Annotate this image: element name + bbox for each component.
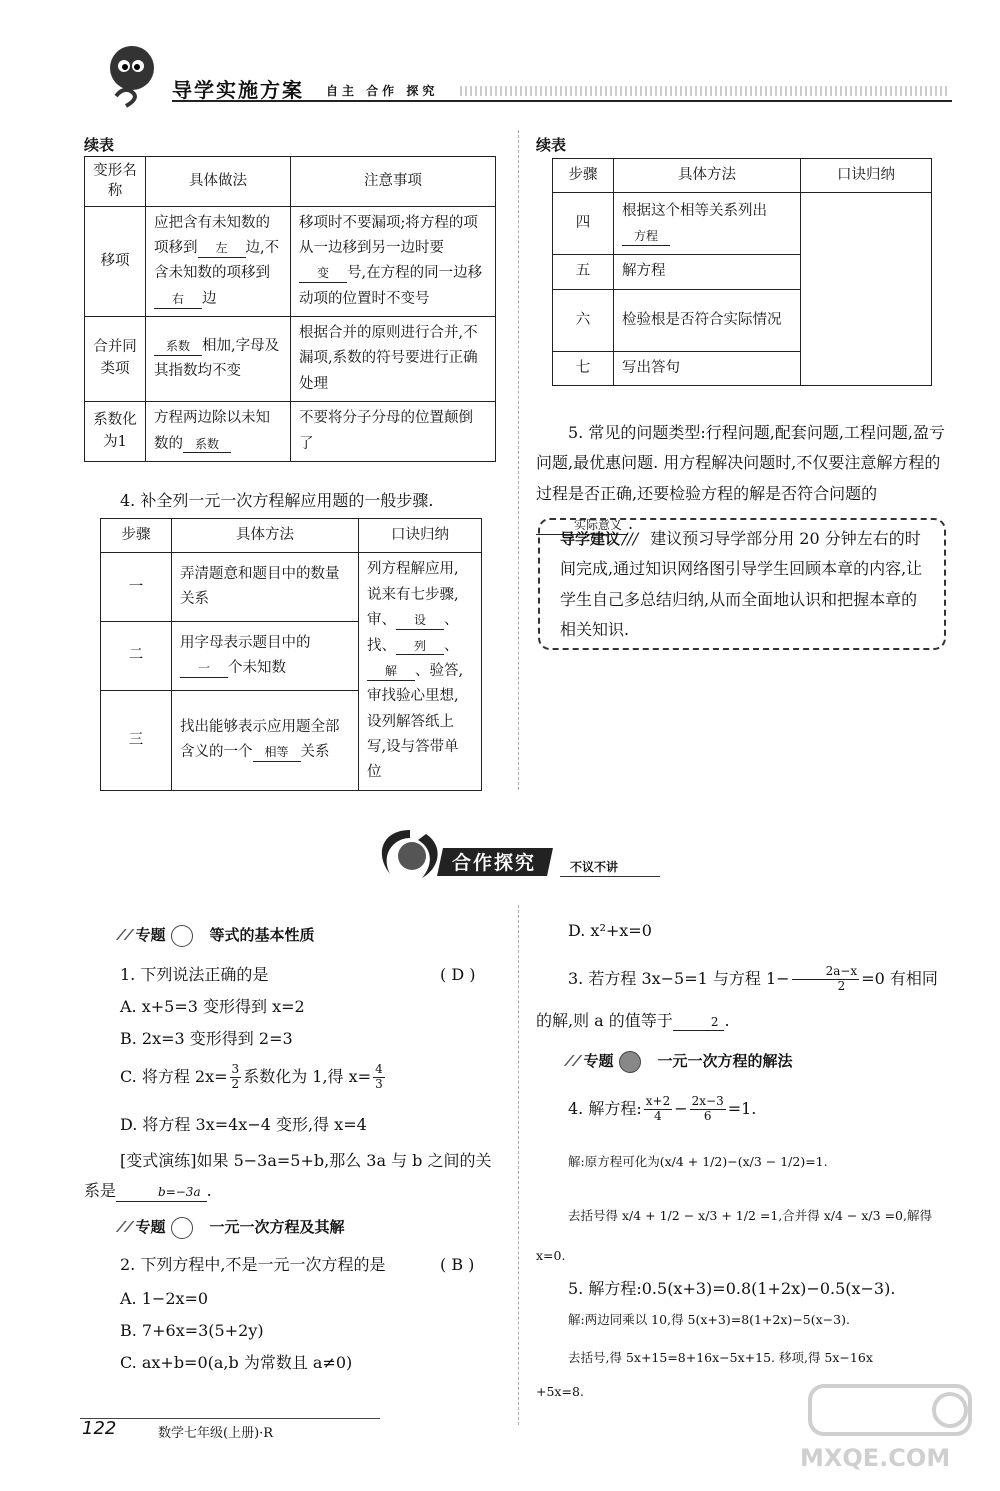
watermark-logo (800, 1380, 980, 1480)
steps-table-right (552, 158, 932, 386)
col-header: 步骤 (101, 519, 172, 553)
header-rule (172, 100, 952, 102)
row-method: 方程两边除以未知数的 系数 (146, 402, 291, 462)
problem-1-answer: ( D ) (440, 965, 476, 984)
topic-heading-1: ⁄ ⁄ 专题 等式的基本性质 (120, 924, 315, 947)
study-tip-text: 导学建议 /// 建议预习导学部分用 20 分钟左右的时间完成,通过知识网络图引导学生回顾本章的内容,让学生自己多总结归纳,从而全面地认识和把握本章的相关知识. (560, 529, 923, 640)
answer-blank: 右 (154, 291, 202, 309)
book-title: 数学七年级(上册)·R (158, 1426, 274, 1441)
left-table-caption: 续表 (84, 136, 115, 154)
problem-2: 2. 下列方程中,不是一元一次方程的是 (120, 1255, 386, 1274)
solution-5-line-1: 解:两边同乘以 10,得 5(x+3)=8(1+2x)−5(x−3). (568, 1312, 850, 1327)
table-row (85, 317, 496, 402)
col-header: 口诀归纳 (359, 519, 482, 553)
step-method: 解方程 (614, 255, 801, 289)
problem-3: 3. 若方程 3x−5=1 与方程 1− $\frac{2a-x}{2}$ =0 有相同的解,则 a 的值等于 2 . (536, 964, 938, 1030)
problem-4: 4. 解方程: $\frac{x+2}{4}$ − $\frac{2x-3}{6}$ =1. (568, 1094, 757, 1123)
mascot-logo (96, 40, 166, 110)
answer-blank: b=−3a (116, 1184, 207, 1202)
col-header: 注意事项 (291, 157, 496, 207)
watermark-text: MXQE.COM (800, 1444, 951, 1472)
answer-blank: 实际意义 (536, 517, 628, 535)
answer-blank: 系数 (183, 436, 231, 454)
row-name: 合并同类项 (85, 317, 146, 402)
topic-circle-icon (171, 1217, 193, 1239)
header-subtitle: 自主 合作 探究 (326, 84, 439, 98)
right-table-caption: 续表 (536, 136, 567, 154)
mnemonic-cell (801, 193, 932, 386)
step-method: 弄清题意和题目中的数量关系 (172, 553, 359, 622)
answer-blank: 列 (396, 638, 444, 656)
problem-2-option-a: A. 1−2x=0 (120, 1289, 209, 1308)
topic-heading-3: ⁄ ⁄ 专题 一元一次方程的解法 (568, 1050, 793, 1073)
answer-blank: 一 (180, 660, 228, 678)
row-method: 应把含有未知数的项移到 左 边,不含未知数的项移到右 边 (146, 206, 291, 317)
question-4-text: 4. 补全列一元一次方程解应用题的一般步骤. (120, 491, 434, 510)
problem-1-option-d: D. 将方程 3x=4x−4 变形,得 x=4 (120, 1115, 367, 1134)
variant-exercise: [变式演练]如果 5−3a=5+b,那么 3a 与 b 之间的关系是 b=−3a . (84, 1151, 492, 1201)
problem-2-option-b: B. 7+6x=3(5+2y) (120, 1321, 264, 1340)
answer-blank: 设 (396, 612, 444, 630)
step-method: 找出能够表示应用题全部含义的一个 相等 关系 (172, 690, 359, 790)
step-number: 二 (101, 622, 172, 691)
problem-1-option-b: B. 2x=3 变形得到 2=3 (120, 1029, 293, 1048)
table-row (553, 193, 932, 255)
problem-2-answer: ( B ) (440, 1255, 475, 1274)
question-5: 5. 常见的问题类型:行程问题,配套问题,工程问题,盈亏问题,最优惠问题. 用方程解决问题时,不仅要注意解方程的过程是否正确,还要检验方程的解是否符合问题的实际意义 . (536, 423, 946, 534)
answer-blank: 左 (198, 240, 246, 258)
section-title: 合作探究 (452, 852, 537, 874)
problem-2-option-c: C. ax+b=0(a,b 为常数且 a≠0) (120, 1353, 353, 1372)
step-number: 一 (101, 553, 172, 622)
step-number: 四 (553, 193, 614, 255)
step-number: 六 (553, 289, 614, 351)
table-row (85, 206, 496, 317)
step-method: 检验根是否符合实际情况 (614, 289, 801, 351)
row-note: 移项时不要漏项;将方程的项从一边移到另一边时要变 号,在方程的同一边移动项的位置时不变号 (291, 206, 496, 317)
section-subtitle: 不议不讲 (570, 860, 619, 874)
col-header: 具体方法 (172, 519, 359, 553)
mnemonic-cell: 列方程解应用,说来有七步骤,审、 设 、找、 列 、解 、验答,审找验心里想,设列解答纸上写,设与答带单位 (359, 553, 482, 790)
page-number: 122 (82, 1418, 117, 1439)
answer-blank: 变 (299, 265, 347, 283)
table-row (85, 402, 496, 462)
row-name: 系数化为1 (85, 402, 146, 462)
problem-2-option-d: D. x²+x=0 (568, 921, 652, 940)
row-name: 移项 (85, 206, 146, 317)
solution-4-line-1: 解:原方程可化为(x/4 + 1/2)−(x/3 − 1/2)=1. (568, 1154, 828, 1169)
transform-table (84, 156, 496, 462)
solution-5-line-2: 去括号,得 5x+15=8+16x−5x+15. 移项,得 5x−16x (568, 1350, 873, 1365)
step-method: 写出答句 (614, 351, 801, 385)
answer-blank: 系数 (154, 338, 202, 356)
table-row (101, 553, 482, 622)
step-method: 用字母表示题目中的一 个未知数 (172, 622, 359, 691)
solution-4-line-2: 去括号得 x/4 + 1/2 − x/3 + 1/2 =1,合并得 x/4 − x/3 =0,解得 (568, 1208, 932, 1223)
watermark-badge-icon (800, 1380, 980, 1440)
problem-1: 1. 下列说法正确的是 (120, 965, 269, 984)
solution-5-line-3: +5x=8. (536, 1384, 584, 1399)
topic-circle-icon (619, 1051, 641, 1073)
study-tip-label: 导学建议 (560, 530, 621, 548)
problem-1-option-a: A. x+5=3 变形得到 x=2 (120, 997, 305, 1016)
header-title: 导学实施方案 (172, 78, 304, 102)
topic-circle-icon (171, 925, 193, 947)
col-header: 口诀归纳 (801, 159, 932, 193)
topic-heading-2: ⁄ ⁄ 专题 一元一次方程及其解 (120, 1216, 345, 1239)
column-divider (518, 905, 519, 1425)
step-number: 三 (101, 690, 172, 790)
col-header: 变形名称 (85, 157, 146, 207)
column-divider (518, 130, 519, 790)
section-rule (560, 876, 660, 877)
col-header: 具体方法 (614, 159, 801, 193)
row-note: 不要将分子分母的位置颠倒了 (291, 402, 496, 462)
footer-rule (80, 1418, 380, 1419)
steps-table-left (100, 518, 482, 791)
answer-blank: 方程 (622, 228, 670, 246)
problem-1-option-c: C. 将方程 2x= $\frac{3}{2}$ 系数化为 1,得 x= $\frac{4}{3}$ (120, 1062, 383, 1091)
step-number: 七 (553, 351, 614, 385)
step-number: 五 (553, 255, 614, 289)
col-header: 步骤 (553, 159, 614, 193)
step-method: 根据这个相等关系列出方程 (614, 193, 801, 255)
col-header: 具体做法 (146, 157, 291, 207)
answer-blank: 2 (673, 1014, 725, 1032)
problem-5: 5. 解方程:0.5(x+3)=0.8(1+2x)−0.5(x−3). (568, 1279, 896, 1298)
row-method: 系数 相加,字母及其指数均不变 (146, 317, 291, 402)
row-note: 根据合并的原则进行合并,不漏项,系数的符号要进行正确处理 (291, 317, 496, 402)
solution-4-line-3: x=0. (536, 1248, 566, 1263)
header-decor (460, 86, 950, 96)
answer-blank: 相等 (253, 744, 301, 762)
answer-blank: 解 (367, 663, 415, 681)
